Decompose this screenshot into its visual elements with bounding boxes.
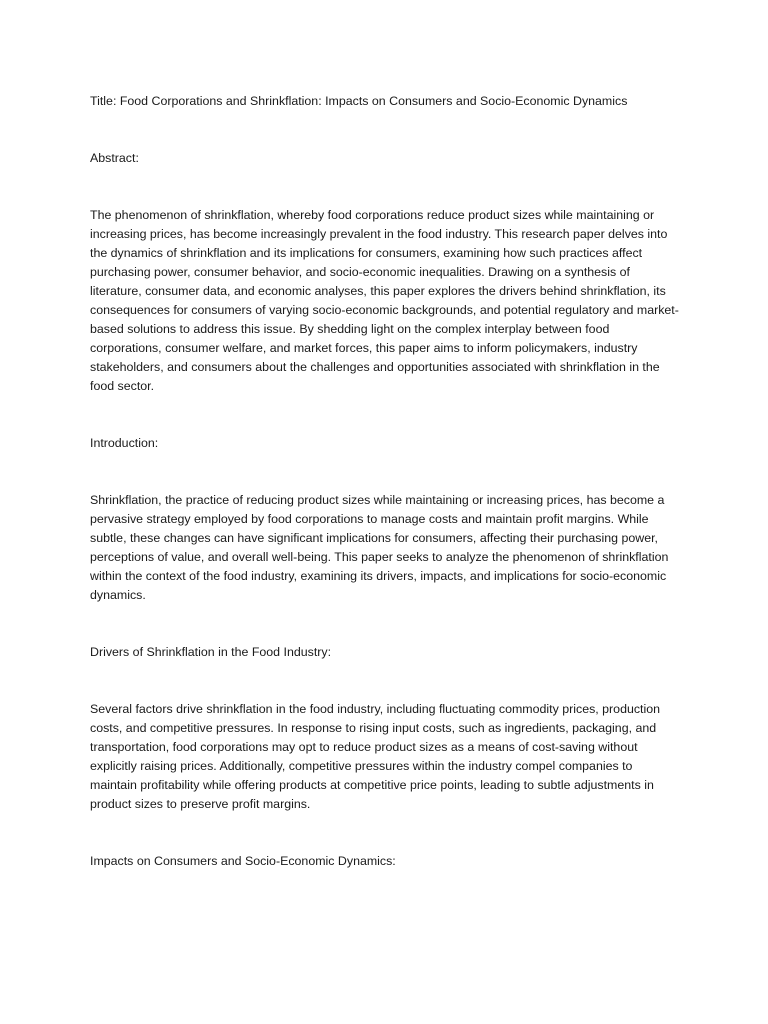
section-body-abstract: The phenomenon of shrinkflation, whereby food corporations reduce product sizes while maintaining or increasing prices, has become increasingly prevalent in the food industry. This research paper delves into the dynamics of shrinkflation and its implications for consumers, examining how such practices affect purchasing power, consumer behavior, and socio-economic inequalities. Drawing on a synthesis of literature, consumer data, and economic analyses, this paper explores the drivers behind shrinkflation, its consequences for consumers of varying socio-economic backgrounds, and potential regulatory and market-based solutions to address this issue. By shedding light on the complex interplay between food corporations, consumer welfare, and market forces, this paper aims to inform policymakers, industry stakeholders, and consumers about the challenges and opportunities associated with shrinkflation in the food sector. [90,208,679,393]
section-body-introduction: Shrinkflation, the practice of reducing product sizes while maintaining or increasing prices, has become a pervasive strategy employed by food corporations to manage costs and maintain profit margins. While subtle, these changes can have significant implications for consumers, affecting their purchasing power, perceptions of value, and overall well-being. This paper seeks to analyze the phenomenon of shrinkflation within the context of the food industry, examining its drivers, impacts, and implications for socio-economic dynamics. [90,493,669,602]
section-heading-drivers: Drivers of Shrinkflation in the Food Industry: [90,645,332,659]
section-heading-impacts: Impacts on Consumers and Socio-Economic Dynamics: [90,854,396,868]
section-heading-abstract: Abstract: [90,151,139,165]
section-body-drivers: Several factors drive shrinkflation in the food industry, including fluctuating commodity prices, production costs, and competitive pressures. In response to rising input costs, such as ingredients, packaging, and transportation, food corporations may opt to reduce product sizes as a means of cost-saving without explicitly raising prices. Additionally, competitive pressures within the industry compel companies to maintain profitability while offering products at competitive price points, leading to subtle adjustments in product sizes to preserve profit margins. [90,702,661,811]
document-title: Title: Food Corporations and Shrinkflation: Impacts on Consumers and Socio-Economic Dynamics [90,94,628,108]
document-content [90,92,680,909]
section-heading-introduction: Introduction: [90,436,159,450]
